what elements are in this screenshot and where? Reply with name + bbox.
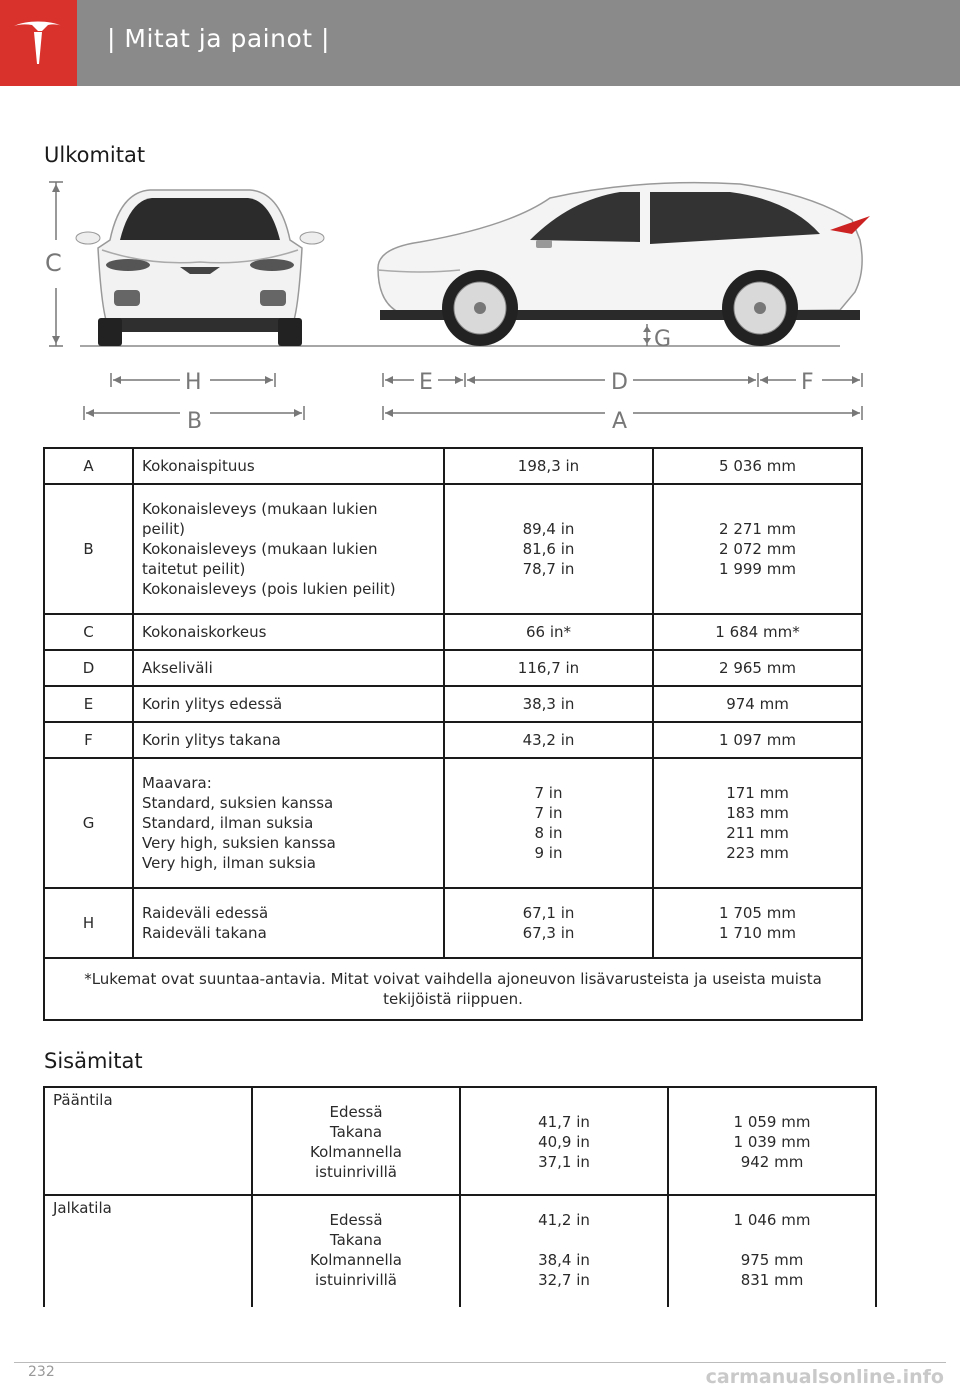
chapter-title: | Mitat ja painot | <box>107 24 330 53</box>
dimension-letter: A <box>44 448 133 484</box>
label-d: D <box>611 370 628 395</box>
label-c: C <box>45 249 62 277</box>
dimension-inches: 66 in* <box>444 614 653 650</box>
interior-dimensions-table <box>43 1086 877 1307</box>
interior-label: Pääntila <box>44 1087 252 1195</box>
interior-section-title: Sisämitat <box>44 1049 143 1073</box>
table-row <box>44 722 862 758</box>
vehicle-dimensions-diagram <box>40 170 880 440</box>
seat-positions: Edessä Takana Kolmannella istuinrivillä <box>252 1087 460 1195</box>
dimension-letter: E <box>44 686 133 722</box>
dimension-description: Kokonaisleveys (mukaan lukien peilit) Kokonaisleveys (mukaan lukien taitetut peilit) Kokonaisleveys (pois lukien peilit) <box>133 484 444 614</box>
dimension-inches: 38,3 in <box>444 686 653 722</box>
dimension-mm: 2 965 mm <box>653 650 862 686</box>
label-f: F <box>801 370 814 395</box>
table-row <box>44 1195 876 1307</box>
dimension-description: Kokonaiskorkeus <box>133 614 444 650</box>
seat-positions: Edessä Takana Kolmannella istuinrivillä <box>252 1195 460 1307</box>
interior-label: Jalkatila <box>44 1195 252 1307</box>
dimension-letter: H <box>44 888 133 958</box>
dimension-mm: 1 684 mm* <box>653 614 862 650</box>
dimension-mm: 1 097 mm <box>653 722 862 758</box>
label-e: E <box>419 370 433 395</box>
label-a: A <box>612 409 628 434</box>
exterior-dimensions-table <box>43 447 863 1021</box>
watermark: carmanualsonline.info <box>705 1366 944 1388</box>
dimension-mm: 171 mm 183 mm 211 mm 223 mm <box>653 758 862 888</box>
footnote: *Lukemat ovat suuntaa-antavia. Mitat voivat vaihdella ajoneuvon lisävarusteista ja useista muista tekijöistä riippuen. <box>44 958 862 1020</box>
dimension-inches: 116,7 in <box>444 650 653 686</box>
dimension-mm: 5 036 mm <box>653 448 862 484</box>
dimension-inches: 89,4 in 81,6 in 78,7 in <box>444 484 653 614</box>
dimension-mm: 1 705 mm 1 710 mm <box>653 888 862 958</box>
page-number: 232 <box>28 1364 55 1380</box>
dimension-description: Korin ylitys takana <box>133 722 444 758</box>
dimension-description: Raideväli edessä Raideväli takana <box>133 888 444 958</box>
table-row <box>44 888 862 958</box>
dimension-description: Korin ylitys edessä <box>133 686 444 722</box>
brand-logo <box>0 0 77 86</box>
interior-inches: 41,2 in 38,4 in 32,7 in <box>460 1195 668 1307</box>
table-row <box>44 448 862 484</box>
label-b: B <box>187 409 203 434</box>
dimension-description: Kokonaispituus <box>133 448 444 484</box>
exterior-section-title: Ulkomitat <box>44 143 146 167</box>
label-h: H <box>185 370 202 395</box>
tesla-logo-icon <box>12 18 64 68</box>
table-row <box>44 758 862 888</box>
table-row <box>44 614 862 650</box>
dimension-g <box>643 324 651 346</box>
table-row <box>44 1087 876 1195</box>
dimension-letter: G <box>44 758 133 888</box>
label-g: G <box>654 327 672 352</box>
table-row <box>44 484 862 614</box>
dimension-letter: D <box>44 650 133 686</box>
dimension-inches: 43,2 in <box>444 722 653 758</box>
dimension-mm: 2 271 mm 2 072 mm 1 999 mm <box>653 484 862 614</box>
footer-divider <box>14 1362 946 1363</box>
dimension-description: Maavara: Standard, suksien kanssa Standard, ilman suksia Very high, suksien kanssa Very high, ilman suksia <box>133 758 444 888</box>
dimension-inches: 67,1 in 67,3 in <box>444 888 653 958</box>
table-row <box>44 686 862 722</box>
dimension-letter: C <box>44 614 133 650</box>
dimension-description: Akseliväli <box>133 650 444 686</box>
table-note-row <box>44 958 862 1020</box>
interior-mm: 1 046 mm 975 mm 831 mm <box>668 1195 876 1307</box>
dimension-inches: 198,3 in <box>444 448 653 484</box>
interior-inches: 41,7 in 40,9 in 37,1 in <box>460 1087 668 1195</box>
dimension-mm: 974 mm <box>653 686 862 722</box>
car-front-view <box>76 190 324 346</box>
page-header <box>0 0 960 86</box>
interior-mm: 1 059 mm 1 039 mm 942 mm <box>668 1087 876 1195</box>
car-side-view <box>378 183 870 346</box>
dimension-inches: 7 in 7 in 8 in 9 in <box>444 758 653 888</box>
dimension-letter: F <box>44 722 133 758</box>
table-row <box>44 650 862 686</box>
dimension-letter: B <box>44 484 133 614</box>
